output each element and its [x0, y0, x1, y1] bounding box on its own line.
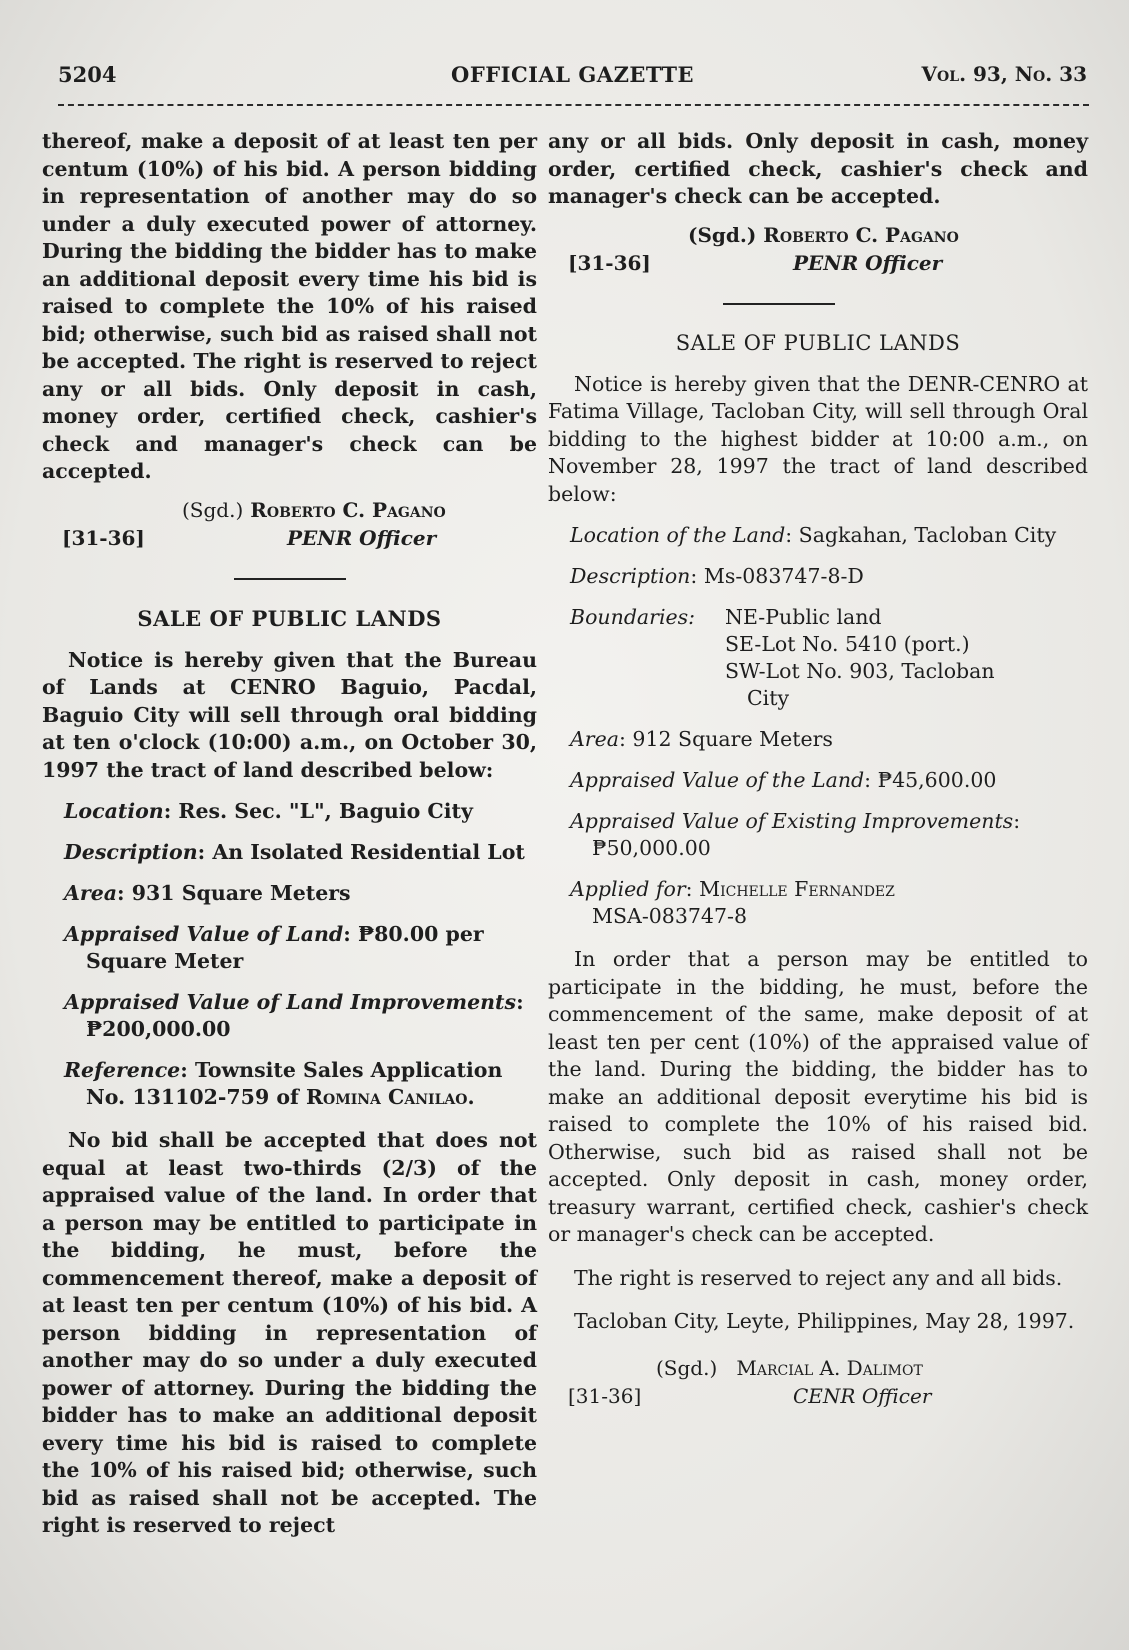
left-top-paragraph: thereof, make a deposit of at least ten per centum (10%) of his bid. A person bidding in representation of another may do so under a duly executed power of attorney. During the bidding the bidder has to make an additional deposit every time his bid is raised to complete the 10% of his raised bid; otherwise, such bid as raised shall not be accepted. The right is reserved to reject any or all bids. Only deposit in cash, money order, certified check, cashier's check and manager's check can be accepted.	[42, 129, 537, 483]
notice-code: [31-36]	[568, 250, 651, 275]
signatory-title: PENR Officer	[287, 525, 437, 550]
notice-code: [31-36]	[62, 525, 145, 550]
section-heading: SALE OF PUBLIC LANDS	[675, 330, 961, 355]
left-location: Location: Res. Sec. "L", Baguio City	[64, 799, 473, 823]
left-improvements-value: Appraised Value of Land Improvements: ₱200,000.00	[64, 990, 524, 1041]
page-header	[58, 62, 1087, 98]
left-reference: Reference: Townsite Sales Application No. 131102-759 of Romina Canilao.	[64, 1058, 503, 1109]
right-location: Location of the Land: Sagkahan, Tacloban City	[570, 523, 1057, 547]
sgd-mark: (Sgd.)	[688, 222, 757, 247]
signatory-name: Marcial A. Dalimot	[736, 1355, 923, 1380]
left-bottom-paragraph: No bid shall be accepted that does not equal at least two-thirds (2/3) of the appraised value of the land. In order that a person may be entitled to participate in the bidding, he must, before the commencement thereof, make a deposit of at least ten per centum (10%) of his bid. A person bidding in representation of another may do so under a duly executed power of attorney. During the bidding the bidder has to make an additional deposit every time his bid is raised to complete the 10% of his raised bid; otherwise, such bid as raised shall not be accepted. The right is reserved to reject	[42, 1128, 537, 1537]
right-paragraph-2: The right is reserved to reject any and all bids.	[574, 1265, 1063, 1290]
left-column	[42, 128, 537, 1540]
left-notice: Notice is hereby given that the Bureau of Lands at CENRO Baguio, Pacdal, Baguio City will sell through oral bidding at ten o'clock (10:00) a.m., on October 30, 1997 the tract of land described below:	[42, 647, 537, 782]
right-signature-block	[548, 211, 1088, 289]
right-land-value: Appraised Value of the Land: ₱45,600.00	[570, 768, 997, 792]
header-rule	[58, 104, 1089, 106]
right-final-signature-block	[548, 1344, 1088, 1422]
volume-number: Vol. 93, No. 33	[921, 62, 1087, 86]
right-paragraph-1: In order that a person may be entitled to participate in the bidding, he must, before the commencement of the same, make deposit of at least ten per cent (10%) of the appraised value of the land. During the bidding, the bidder has to make an additional deposit everytime his bid is raised to complete the 10% of his raised bid. Otherwise, such bid as raised shall not be accepted. Only deposit in cash, money order, treasury warrant, certified check, cashier's check or manager's check can be accepted.	[548, 947, 1088, 1246]
signatory-title: PENR Officer	[793, 250, 943, 275]
right-top-paragraph: any or all bids. Only deposit in cash, money order, certified check, cashier's check and manager's check can be accepted.	[548, 129, 1088, 208]
right-paragraph-3: Tacloban City, Leyte, Philippines, May 28, 1997.	[574, 1309, 1075, 1333]
publication-title: OFFICIAL GAZETTE	[451, 62, 694, 87]
section-heading: SALE OF PUBLIC LANDS	[137, 605, 442, 631]
section-divider	[234, 578, 346, 580]
left-land-value: Appraised Value of Land: ₱80.00 per Square Meter	[64, 922, 484, 973]
right-column	[548, 128, 1088, 1422]
signatory-title: CENR Officer	[793, 1383, 932, 1408]
page-number: 5204	[58, 62, 117, 87]
signatory-name: Roberto C. Pagano	[250, 497, 446, 522]
section-divider	[723, 303, 835, 305]
right-description: Description: Ms-083747-8-D	[570, 564, 864, 588]
right-notice: Notice is hereby given that the DENR-CENRO at Fatima Village, Tacloban City, will sell through Oral bidding to the highest bidder at 10:00 a.m., on November 28, 1997 the tract of land described below:	[548, 371, 1088, 506]
signatory-name: Roberto C. Pagano	[763, 222, 959, 247]
right-boundaries: Boundaries: NE-Public land SE-Lot No. 5410 (port.) SW-Lot No. 903, Tacloban City	[570, 605, 995, 710]
sgd-mark: (Sgd.)	[182, 497, 244, 522]
notice-code: [31-36]	[568, 1383, 642, 1408]
right-area: Area: 912 Square Meters	[570, 727, 833, 751]
left-signature-block	[42, 486, 537, 564]
left-description: Description: An Isolated Residential Lot	[64, 840, 525, 864]
right-applied-for: Applied for: Michelle Fernandez MSA-083747-8	[570, 877, 895, 928]
right-improvements-value: Appraised Value of Existing Improvements: ₱50,000.00	[570, 809, 1021, 860]
sgd-mark: (Sgd.)	[656, 1355, 718, 1380]
left-area: Area: 931 Square Meters	[64, 881, 351, 905]
